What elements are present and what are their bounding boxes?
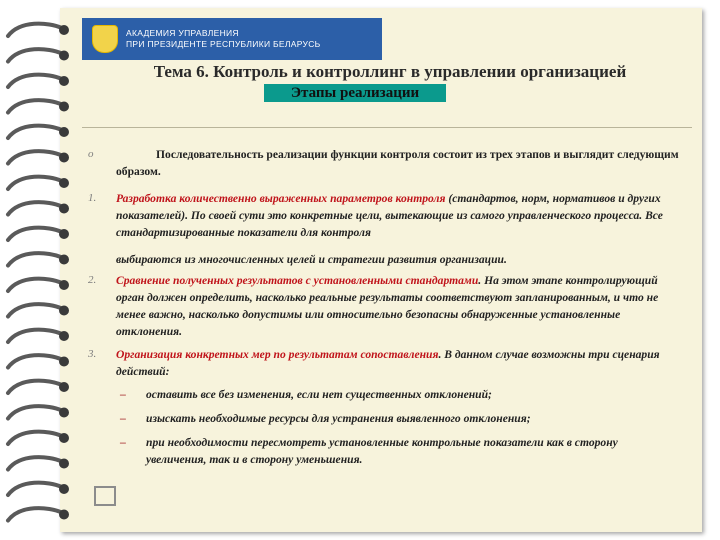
binding-ring	[8, 304, 62, 316]
binding-hole	[59, 127, 69, 137]
binding-hole	[59, 306, 69, 316]
spiral-binding	[0, 0, 80, 540]
intro-text: Последовательность реализации функции контроля состоит из трех этапов и выглядит следующим образом.	[116, 148, 679, 178]
binding-ring	[8, 457, 62, 469]
binding-ring	[8, 406, 62, 418]
binding-hole	[59, 102, 69, 112]
dash-bullet: –	[120, 412, 126, 425]
step-text: . В данном случае возможны три сценария действий:	[116, 348, 660, 378]
binding-ring	[8, 279, 62, 291]
binding-hole	[59, 229, 69, 239]
binding-hole	[59, 408, 69, 418]
binding-hole	[59, 204, 69, 214]
step-1	[88, 190, 688, 268]
binding-hole	[59, 51, 69, 61]
binding-hole	[59, 459, 69, 469]
binding-ring	[8, 483, 62, 495]
binding-ring	[8, 508, 62, 520]
scenario-text: оставить все без изменения, если нет существенных отклонений;	[146, 388, 492, 401]
dash-bullet: –	[120, 436, 126, 449]
binding-ring	[8, 330, 62, 342]
binding-hole	[59, 178, 69, 188]
binding-ring	[8, 253, 62, 265]
step-highlight: Организация конкретных мер по результатам сопоставления	[116, 348, 439, 361]
binding-hole	[59, 484, 69, 494]
binding-ring	[8, 355, 62, 367]
binding-ring	[8, 432, 62, 444]
scenario-2	[120, 410, 680, 427]
step-highlight: Сравнение полученных результатов с установленными стандартами	[116, 274, 479, 287]
intro-paragraph	[88, 146, 688, 180]
binding-ring	[8, 49, 62, 61]
step-text: . На этом этапе контролирующий орган должен определить, насколько реальные результаты соответствуют запланированным, и что не менее важно, насколько допустимы или относительно безопасны обнаруженные установленные отклонения.	[116, 274, 659, 338]
page-title: Тема 6. Контроль и контроллинг в управлении организацией	[153, 62, 627, 81]
scenario-text: изыскать необходимые ресурсы для устранения выявленного отклонения;	[146, 412, 531, 425]
binding-ring	[8, 381, 62, 393]
binding-hole	[59, 255, 69, 265]
dash-bullet: –	[120, 388, 126, 401]
binding-hole	[59, 331, 69, 341]
step-number: 1.	[88, 192, 97, 204]
step-highlight: Разработка количественно выраженных параметров контроля	[116, 192, 446, 205]
binding-ring	[8, 177, 62, 189]
step-3	[88, 346, 688, 380]
step-text-extra: выбираются из многочисленных целей и стратегии развития организации.	[116, 253, 507, 266]
binding-hole	[59, 153, 69, 163]
step-number: 2.	[88, 274, 97, 286]
scenario-3	[120, 434, 680, 468]
binding-hole	[59, 357, 69, 367]
binding-hole	[59, 280, 69, 290]
banner-line-1: АКАДЕМИЯ УПРАВЛЕНИЯ	[126, 28, 239, 38]
step-2	[88, 272, 688, 340]
binding-ring	[8, 126, 62, 138]
binding-ring	[8, 24, 62, 36]
binding-ring	[8, 75, 62, 87]
divider	[82, 127, 692, 128]
binding-hole	[59, 25, 69, 35]
binding-hole	[59, 382, 69, 392]
emblem-icon	[92, 25, 118, 53]
binding-hole	[59, 510, 69, 520]
page-subtitle: Этапы реализации	[264, 84, 446, 102]
academy-banner	[82, 18, 382, 60]
binding-hole	[59, 76, 69, 86]
scenario-text: при необходимости пересмотреть установленные контрольные показатели как в сторону увеличения, так и в сторону уменьшения.	[146, 436, 618, 466]
binding-ring	[8, 100, 62, 112]
checkbox-bullet-icon	[94, 486, 116, 506]
binding-hole	[59, 433, 69, 443]
banner-line-2: ПРИ ПРЕЗИДЕНТЕ РЕСПУБЛИКИ БЕЛАРУСЬ	[126, 39, 321, 49]
binding-ring	[8, 228, 62, 240]
binding-ring	[8, 151, 62, 163]
intro-bullet: o	[88, 148, 94, 160]
scenario-1	[120, 386, 680, 403]
step-number: 3.	[88, 348, 97, 360]
binding-ring	[8, 202, 62, 214]
step-text: (стандартов, норм, нормативов и других показателей). По своей сути это конкретные цели, вытекающие из самого управленческого процесса. Все стандартизированные показатели для контроля	[116, 192, 663, 239]
